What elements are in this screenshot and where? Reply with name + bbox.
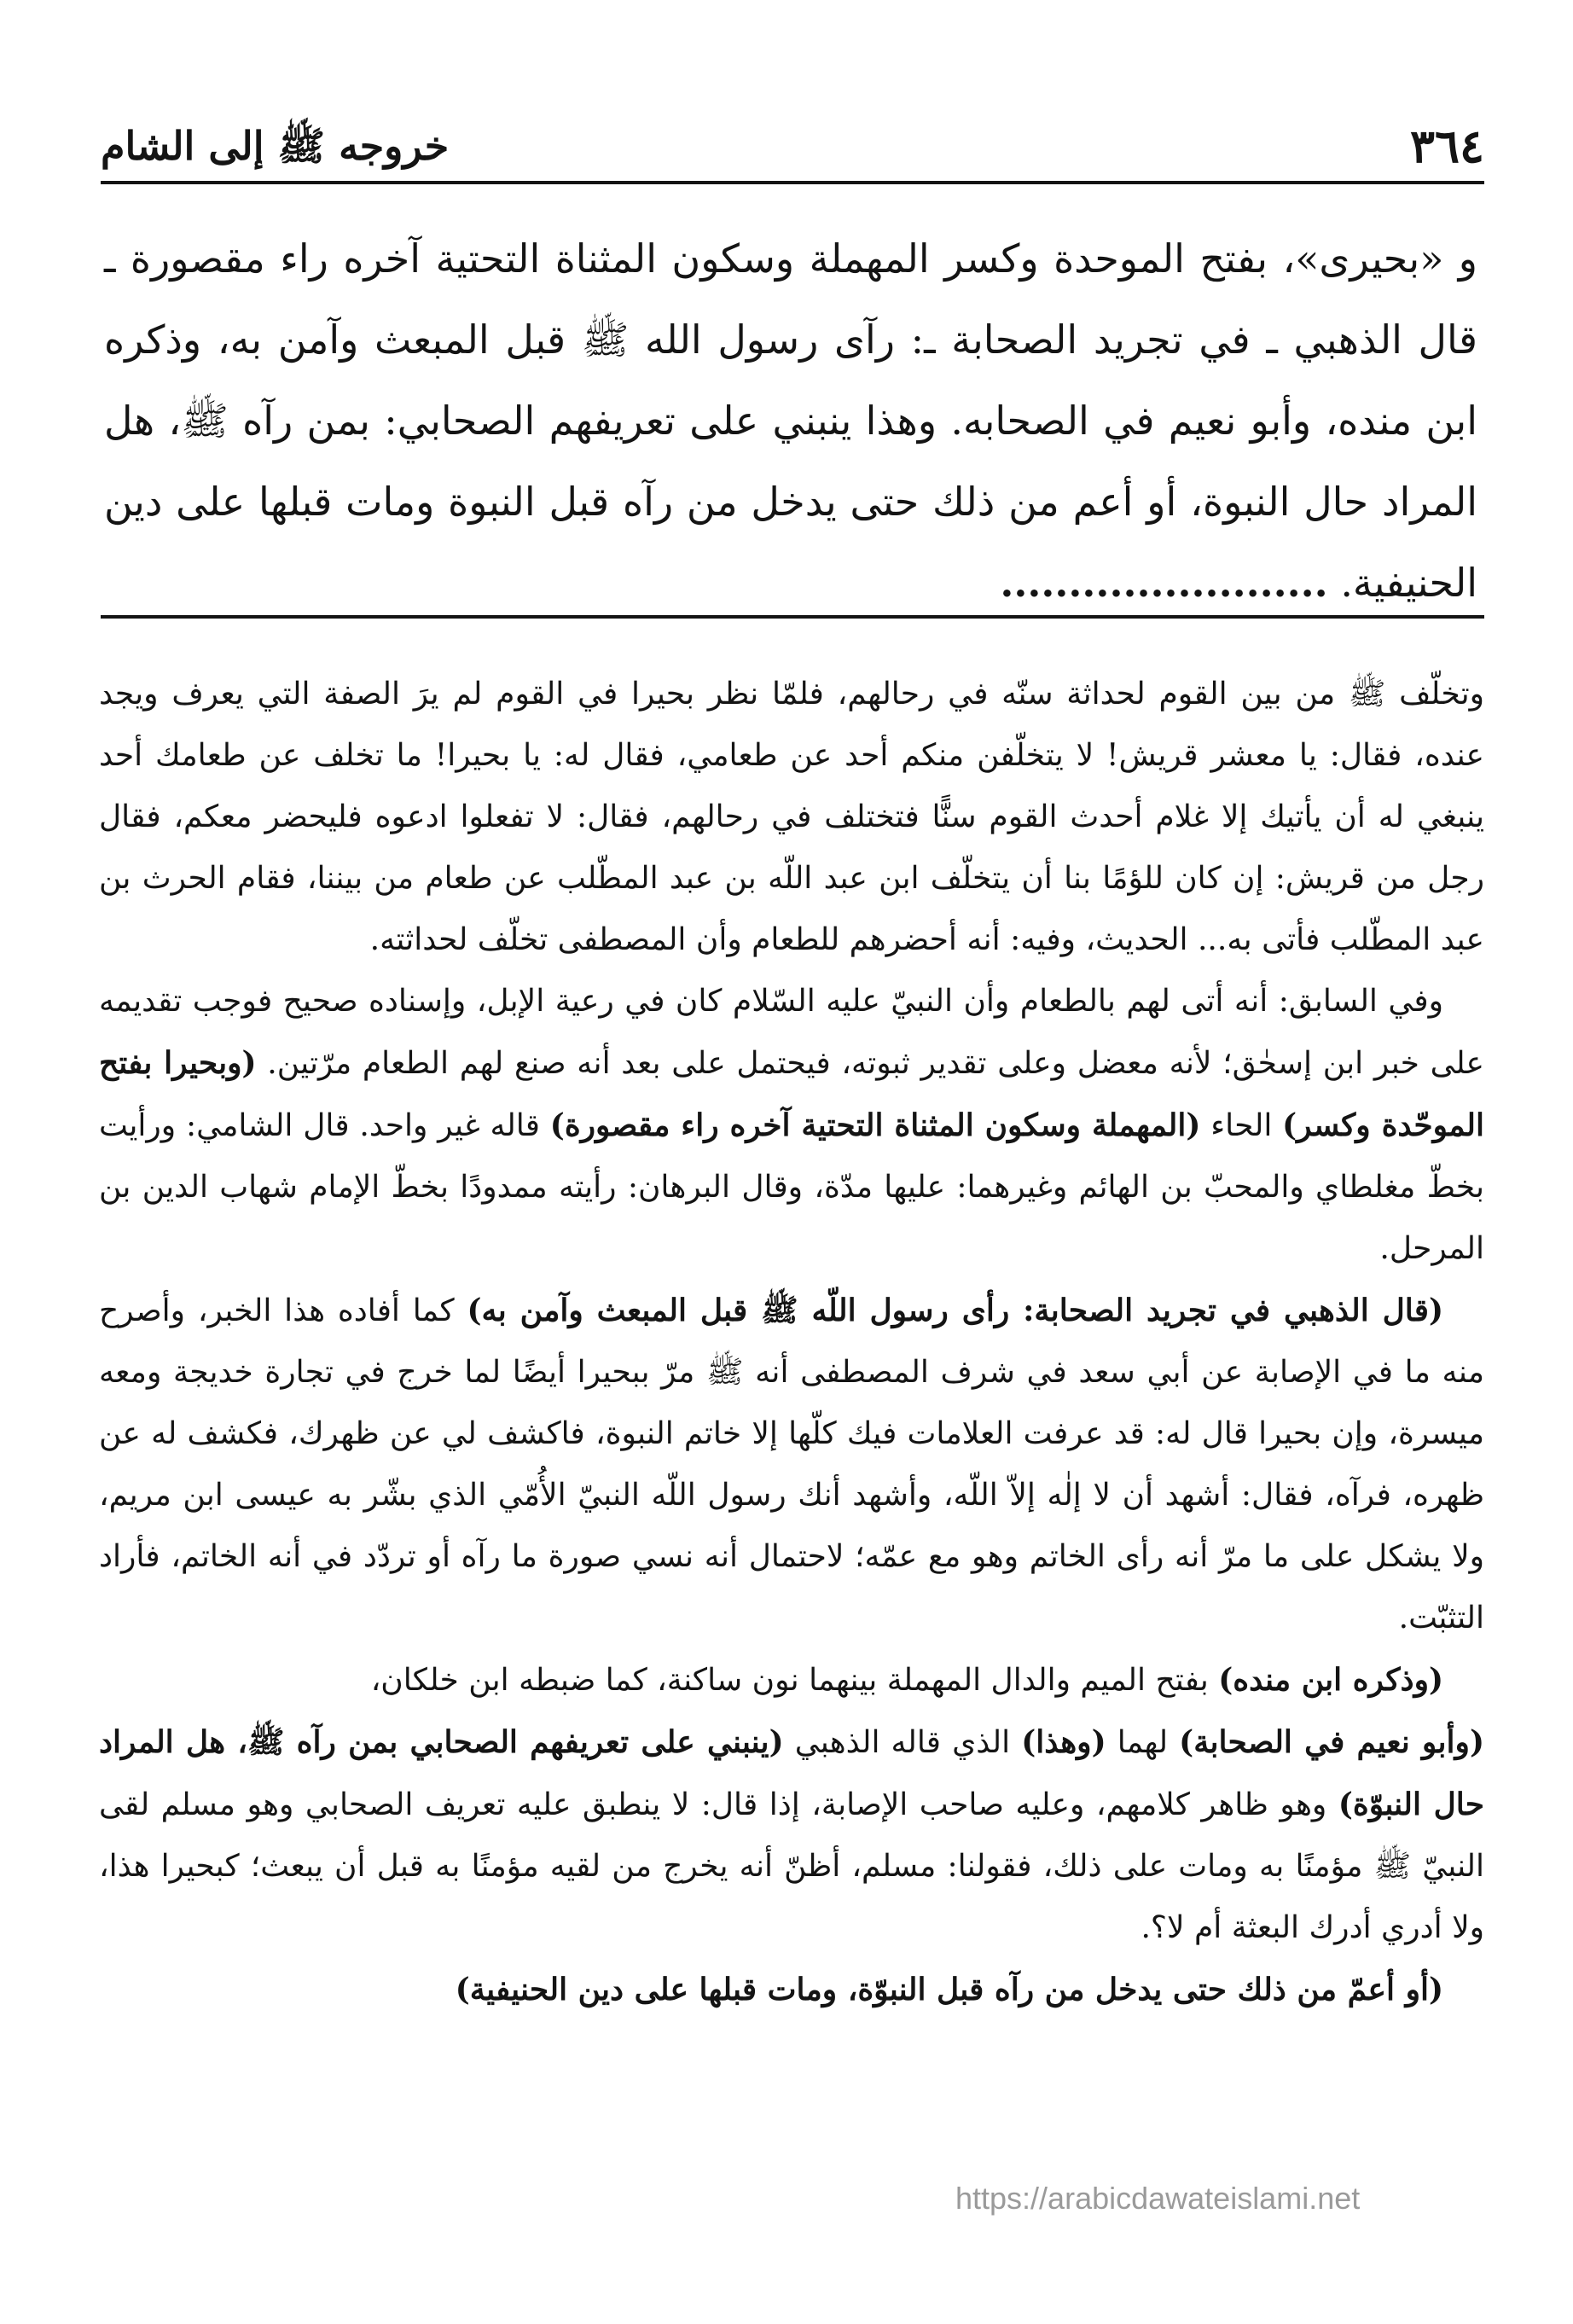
commentary-paragraph-1: وتخلّف ﷺ من بين القوم لحداثة سنّه في رحالهم، فلمّا نظر بحيرا في القوم لم يرَ الصفة التي يعرف ويجد عنده، فقال: يا معشر قريش! لا يتخلّفن منكم أحد عن طعامي، فقال له: يا بحيرا! ما تخلف عن طعامك أحد ينبغي له أن يأتيك إلا غلام أحدث القوم سنًّا فتختلف في رحالهم، فقال: لا تفعلوا ادعوه فليحضر معكم، فقال رجل من قريش: إن كان للؤمًا بنا أن يتخلّف ابن عبد اللّه بن عبد المطّلب عن طعام من بيننا، فقام الحرث بن عبد المطّلب فأتى به... الحديث، وفيه: أنه أحضرهم للطعام وأن المصطفى تخلّف لحداثته. [99, 677, 1484, 957]
p4-text-f: الذي قاله الذهبي [794, 1725, 1011, 1760]
p2-text-c: الحاء [1210, 1108, 1273, 1143]
matn-dots: ........................ [1000, 560, 1328, 606]
p4-quote-c: (وأبو نعيم في الصحابة) [1179, 1724, 1484, 1760]
matn-text [104, 218, 1477, 624]
running-title: خروجه ﷺ إلى الشام [101, 123, 450, 169]
watermark-url: https://arabicdawateislami.net [955, 2181, 1361, 2216]
p4-quote-g: (ينبني على تعريفهم الصحابي بمن رآه ﷺ، هل المراد حال النبوّة) [99, 1724, 1484, 1822]
p4-quote-e: (وهذا) [1021, 1724, 1106, 1760]
p4-text-b: بفتح الميم والدال المهملة بينهما نون ساكنة، كما ضبطه ابن خلكان، [370, 1663, 1209, 1698]
commentary [99, 664, 1484, 2021]
p2-quote-b: (المهملة وسكون المثناة التحتية آخره راء مقصورة) [549, 1107, 1201, 1143]
p4-text-d: لهما [1117, 1725, 1169, 1760]
matn-commentary-divider [101, 615, 1484, 619]
page-header [101, 107, 1484, 176]
matn-body: و «بحيرى»، بفتح الموحدة وكسر المهملة وسكون المثناة التحتية آخره راء مقصورة ـ قال الذهبي ـ في تجريد الصحابة ـ: رآى رسول الله ﷺ قبل المبعث وآمن به، وذكره ابن منده، وأبو نعيم في الصحابه. وهذا ينبني على تعريفهم الصحابي: بمن رآه ﷺ، هل المراد حال النبوة، أو أعم من ذلك حتى يدخل من رآه قبل النبوة ومات قبلها على دين الحنيفية. [104, 235, 1477, 606]
p2-text-e: قاله غير واحد. قال الشامي: ورأيت بخطّ مغلطاي والمحبّ بن الهائم وغيرهما: عليها مدّة، وقال البرهان: رأيته ممدودًا بخطّ الإمام شهاب الدين بن المرحل. [99, 1108, 1484, 1266]
p3-quote: (قال الذهبي في تجريد الصحابة: رأى رسول اللّه ﷺ قبل المبعث وآمن به) [467, 1293, 1443, 1328]
p4-text-h: وهو ظاهر كلامهم، وعليه صاحب الإصابة، إذا قال: لا ينطبق عليه تعريف الصحابي وهو مسلم لقى النبيّ ﷺ مؤمنًا به ومات على ذلك، فقولنا: مسلم، [99, 1787, 1484, 1884]
p5-quote: (أو أعمّ من ذلك حتى يدخل من رآه قبل النبوّة، ومات قبلها على دين الحنيفية) [455, 1972, 1443, 2007]
p2-text-a: وفي السابق: أنه أتى لهم بالطعام وأن النبيّ عليه السّلام كان في رعية الإبل، وإسناده صحيح فوجب تقديمه على خبر ابن إسحٰق؛ لأنه معضل وعلى تقدير ثبوته، فيحتمل على بعد أنه صنع لهم الطعام مرّتين. [99, 984, 1484, 1081]
commentary-paragraph-3 [99, 1280, 1484, 1649]
p4-quote-a: (وذكره ابن منده) [1218, 1662, 1443, 1698]
header-rule [101, 181, 1484, 184]
commentary-paragraph-4 [99, 1649, 1484, 1959]
commentary-paragraph-2 [99, 971, 1484, 1280]
p4-text-i: أظنّ أنه يخرج من لقيه مؤمنًا به قبل أن يبعث؛ كبحيرا هذا، ولا أدري أدرك البعثة أم لا؟. [99, 1849, 1484, 1945]
commentary-paragraph-5 [99, 1959, 1484, 2021]
p2-quote-a: (وبحيرا بفتح الموحّدة وكسر) [99, 1045, 1484, 1143]
p3-text: كما أفاده هذا الخبر، وأصرح منه ما في الإصابة عن أبي سعد في شرف المصطفى أنه ﷺ مرّ ببحيرا أيضًا لما خرج في تجارة خديجة ومعه ميسرة، وإن بحيرا قال له: قد عرفت العلامات فيك كلّها إلا خاتم النبوة، فاكشف لي عن ظهرك، فكشف له عن ظهره، فرآه، فقال: أشهد أن لا إلٰه إلاّ اللّه، وأشهد أنك رسول اللّه النبيّ الأُمّي الذي بشّر به عيسى ابن مريم، ولا يشكل على ما مرّ أنه رأى الخاتم وهو مع عمّه؛ لاحتمال أنه نسي صورة ما رآه أو تردّد في أنه الخاتم، فأراد التثبّت. [99, 1293, 1485, 1636]
page-number: ٣٦٤ [1409, 119, 1484, 173]
